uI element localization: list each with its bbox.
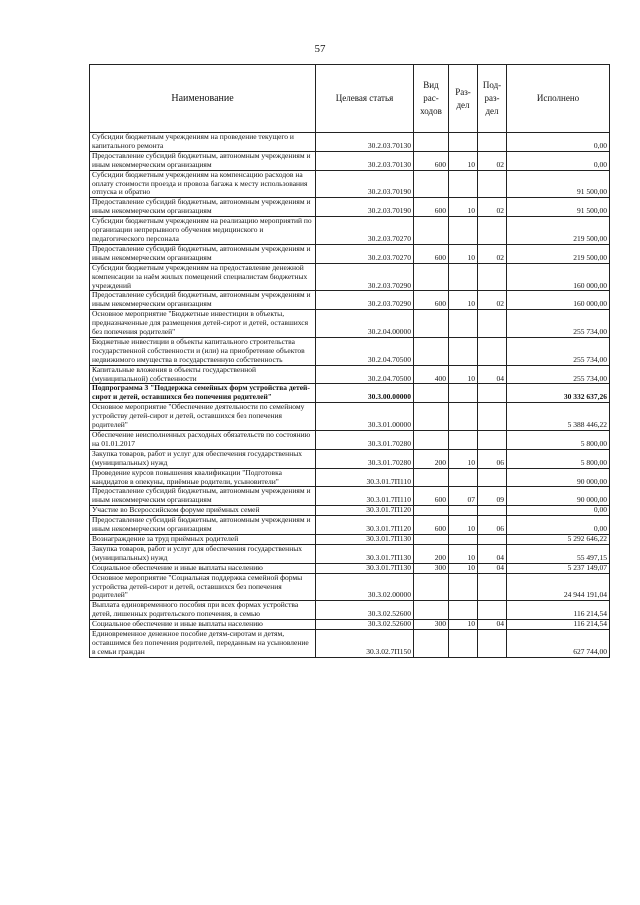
- row-amount: 627 744,00: [507, 630, 610, 658]
- row-target-code: 30.3.01.70280: [316, 449, 414, 468]
- budget-table: [89, 64, 610, 658]
- row-podrazdel: 04: [478, 563, 507, 573]
- table-row: [90, 534, 610, 544]
- row-name: Проведение курсов повышения квалификации "Подготовка кандидатов в опекуны, приёмные родители, усыновители": [90, 468, 316, 487]
- table-row: [90, 563, 610, 573]
- row-amount: 219 500,00: [507, 244, 610, 263]
- row-razdel: 10: [449, 449, 478, 468]
- row-target-code: 30.3.01.70280: [316, 431, 414, 450]
- row-razdel: 10: [449, 620, 478, 630]
- row-vid: 600: [414, 198, 449, 217]
- row-name: Субсидии бюджетным учреждениям на компенсацию расходов на оплату стоимости проезда и провоза багажа к месту использования отпуска и обратно: [90, 170, 316, 198]
- row-name: Капитальные вложения в объекты государственной (муниципальной) собственности: [90, 365, 316, 384]
- page-number: 57: [314, 43, 326, 55]
- row-name: Закупка товаров, работ и услуг для обеспечения государственных (муниципальных) нужд: [90, 544, 316, 563]
- row-vid: [414, 170, 449, 198]
- table-row: [90, 544, 610, 563]
- row-podrazdel: 02: [478, 291, 507, 310]
- row-vid: 400: [414, 365, 449, 384]
- row-target-code: 30.3.01.7П120: [316, 516, 414, 535]
- row-razdel: 10: [449, 291, 478, 310]
- row-name: Бюджетные инвестиции в объекты капитального строительства государственной собственности и (или) на приобретение объектов недвижимого имущества в государственную собственность: [90, 337, 316, 365]
- row-name: Предоставление субсидий бюджетным, автономным учреждениям и иным некоммерческим организациям: [90, 198, 316, 217]
- table-row: [90, 620, 610, 630]
- table-row: [90, 431, 610, 450]
- row-podrazdel: 06: [478, 516, 507, 535]
- row-amount: 5 388 446,22: [507, 403, 610, 431]
- row-target-code: 30.2.03.70290: [316, 263, 414, 291]
- table-row: [90, 151, 610, 170]
- row-razdel: [449, 431, 478, 450]
- table-row: [90, 468, 610, 487]
- row-target-code: 30.2.03.70270: [316, 244, 414, 263]
- row-amount: 5 237 149,07: [507, 563, 610, 573]
- row-razdel: [449, 337, 478, 365]
- row-podrazdel: 04: [478, 544, 507, 563]
- row-amount: 0,00: [507, 133, 610, 152]
- row-razdel: 10: [449, 244, 478, 263]
- row-podrazdel: [478, 573, 507, 601]
- row-target-code: 30.2.03.70190: [316, 170, 414, 198]
- row-podrazdel: [478, 263, 507, 291]
- row-name: Основное мероприятие "Бюджетные инвестиции в объекты, предназначенные для размещения детей-сирот и детей, оставшихся без попечения родителей": [90, 310, 316, 338]
- row-podrazdel: [478, 337, 507, 365]
- row-target-code: 30.2.03.70290: [316, 291, 414, 310]
- row-target-code: 30.3.02.52600: [316, 620, 414, 630]
- table-row: [90, 217, 610, 245]
- row-amount: 5 800,00: [507, 449, 610, 468]
- row-podrazdel: [478, 403, 507, 431]
- row-podrazdel: 02: [478, 198, 507, 217]
- row-vid: 300: [414, 620, 449, 630]
- table-row: [90, 630, 610, 658]
- row-vid: [414, 431, 449, 450]
- row-amount: 90 000,00: [507, 468, 610, 487]
- row-vid: [414, 403, 449, 431]
- column-header-name: Наименование: [90, 65, 316, 133]
- row-podrazdel: 02: [478, 151, 507, 170]
- row-vid: 200: [414, 449, 449, 468]
- row-name: Субсидии бюджетным учреждениям на реализацию мероприятий по организации непрерывного обучения медицинского и педагогического персонала: [90, 217, 316, 245]
- row-vid: [414, 506, 449, 516]
- column-header-vid: Вид рас-ходов: [414, 65, 449, 133]
- row-razdel: 10: [449, 151, 478, 170]
- row-razdel: [449, 310, 478, 338]
- row-podrazdel: 04: [478, 365, 507, 384]
- row-target-code: 30.2.03.70130: [316, 151, 414, 170]
- row-podrazdel: [478, 431, 507, 450]
- row-vid: 600: [414, 291, 449, 310]
- row-target-code: 30.2.03.70190: [316, 198, 414, 217]
- row-podrazdel: 09: [478, 487, 507, 506]
- row-amount: 160 000,00: [507, 291, 610, 310]
- row-target-code: 30.3.02.52600: [316, 601, 414, 620]
- row-amount: 116 214,54: [507, 620, 610, 630]
- column-header-target: Целевая статья: [316, 65, 414, 133]
- row-vid: [414, 384, 449, 403]
- row-target-code: 30.2.04.00000: [316, 310, 414, 338]
- row-razdel: [449, 170, 478, 198]
- row-target-code: 30.2.04.70500: [316, 365, 414, 384]
- row-target-code: 30.3.01.7П110: [316, 468, 414, 487]
- table-row: [90, 133, 610, 152]
- row-name: Субсидии бюджетным учреждениям на проведение текущего и капитального ремонта: [90, 133, 316, 152]
- row-razdel: 10: [449, 198, 478, 217]
- row-amount: 5 800,00: [507, 431, 610, 450]
- table-row: [90, 384, 610, 403]
- column-header-podrazdel: Под-раз-дел: [478, 65, 507, 133]
- row-name: Участие во Всероссийском форуме приёмных семей: [90, 506, 316, 516]
- row-amount: 5 292 646,22: [507, 534, 610, 544]
- row-target-code: 30.3.01.00000: [316, 403, 414, 431]
- row-razdel: [449, 468, 478, 487]
- row-razdel: [449, 506, 478, 516]
- table-row: [90, 263, 610, 291]
- row-podrazdel: [478, 630, 507, 658]
- row-name: Предоставление субсидий бюджетным, автономным учреждениям и иным некоммерческим организациям: [90, 516, 316, 535]
- row-amount: 24 944 191,04: [507, 573, 610, 601]
- row-vid: 600: [414, 151, 449, 170]
- row-vid: 600: [414, 244, 449, 263]
- table-row: [90, 291, 610, 310]
- row-vid: [414, 573, 449, 601]
- row-name: Социальное обеспечение и иные выплаты населению: [90, 620, 316, 630]
- table-row: [90, 170, 610, 198]
- row-target-code: 30.2.04.70500: [316, 337, 414, 365]
- row-razdel: [449, 534, 478, 544]
- table-row: [90, 337, 610, 365]
- row-podrazdel: [478, 133, 507, 152]
- row-amount: 219 500,00: [507, 217, 610, 245]
- row-amount: 91 500,00: [507, 198, 610, 217]
- table-row: [90, 516, 610, 535]
- column-header-executed: Исполнено: [507, 65, 610, 133]
- row-amount: 255 734,00: [507, 365, 610, 384]
- row-amount: 91 500,00: [507, 170, 610, 198]
- row-target-code: 30.3.02.7П150: [316, 630, 414, 658]
- row-target-code: 30.2.03.70130: [316, 133, 414, 152]
- table-row: [90, 365, 610, 384]
- row-vid: [414, 534, 449, 544]
- row-name: Субсидии бюджетным учреждениям на предоставление денежной компенсации за наём жилых помещений специалистам бюджетных учреждений: [90, 263, 316, 291]
- table-row: [90, 403, 610, 431]
- row-podrazdel: [478, 506, 507, 516]
- row-razdel: [449, 384, 478, 403]
- row-razdel: [449, 263, 478, 291]
- row-target-code: 30.2.03.70270: [316, 217, 414, 245]
- row-name: Обеспечение неисполненных расходных обязательств по состоянию на 01.01.2017: [90, 431, 316, 450]
- row-razdel: [449, 403, 478, 431]
- row-podrazdel: [478, 534, 507, 544]
- row-razdel: 10: [449, 516, 478, 535]
- row-amount: 160 000,00: [507, 263, 610, 291]
- row-podrazdel: 06: [478, 449, 507, 468]
- row-podrazdel: [478, 384, 507, 403]
- row-razdel: [449, 133, 478, 152]
- row-vid: [414, 310, 449, 338]
- row-podrazdel: [478, 217, 507, 245]
- row-vid: [414, 337, 449, 365]
- row-amount: 255 734,00: [507, 337, 610, 365]
- row-vid: [414, 217, 449, 245]
- row-vid: [414, 630, 449, 658]
- row-target-code: 30.3.01.7П120: [316, 506, 414, 516]
- table-row: [90, 573, 610, 601]
- row-name: Основное мероприятие "Социальная поддержка семейной формы устройства детей-сирот и детей, оставшихся без попечения родителей": [90, 573, 316, 601]
- row-razdel: 10: [449, 544, 478, 563]
- row-razdel: [449, 630, 478, 658]
- row-podrazdel: [478, 170, 507, 198]
- row-name: Единовременное денежное пособие детям-сиротам и детям, оставшимся без попечения родителей, переданным на усыновление в семьи граждан: [90, 630, 316, 658]
- column-header-razdel: Раз-дел: [449, 65, 478, 133]
- row-vid: 200: [414, 544, 449, 563]
- row-vid: [414, 601, 449, 620]
- row-razdel: 10: [449, 365, 478, 384]
- row-vid: 600: [414, 487, 449, 506]
- row-name: Подпрограмма 3 "Поддержка семейных форм устройства детей-сирот и детей, оставшихся без попечения родителей": [90, 384, 316, 403]
- row-razdel: 07: [449, 487, 478, 506]
- row-razdel: [449, 573, 478, 601]
- row-target-code: 30.3.01.7П130: [316, 534, 414, 544]
- row-target-code: 30.3.01.7П130: [316, 544, 414, 563]
- row-target-code: 30.3.01.7П110: [316, 487, 414, 506]
- row-razdel: 10: [449, 563, 478, 573]
- row-name: Предоставление субсидий бюджетным, автономным учреждениям и иным некоммерческим организациям: [90, 487, 316, 506]
- row-razdel: [449, 601, 478, 620]
- row-amount: 0,00: [507, 506, 610, 516]
- row-vid: [414, 468, 449, 487]
- row-name: Вознаграждение за труд приёмных родителей: [90, 534, 316, 544]
- table-row: [90, 198, 610, 217]
- row-amount: 255 734,00: [507, 310, 610, 338]
- row-amount: 30 332 637,26: [507, 384, 610, 403]
- table-row: [90, 506, 610, 516]
- row-amount: 90 000,00: [507, 487, 610, 506]
- row-vid: 600: [414, 516, 449, 535]
- table-row: [90, 310, 610, 338]
- row-name: Основное мероприятие "Обеспечение деятельности по семейному устройству детей-сирот и детей, оставшихся без попечения родителей": [90, 403, 316, 431]
- row-target-code: 30.3.02.00000: [316, 573, 414, 601]
- table-row: [90, 601, 610, 620]
- row-amount: 0,00: [507, 516, 610, 535]
- table-row: [90, 487, 610, 506]
- row-amount: 55 497,15: [507, 544, 610, 563]
- row-target-code: 30.3.00.00000: [316, 384, 414, 403]
- row-name: Предоставление субсидий бюджетным, автономным учреждениям и иным некоммерческим организациям: [90, 244, 316, 263]
- row-podrazdel: 04: [478, 620, 507, 630]
- row-podrazdel: [478, 468, 507, 487]
- row-name: Выплата единовременного пособия при всех формах устройства детей, лишенных родительского попечения, в семью: [90, 601, 316, 620]
- row-amount: 116 214,54: [507, 601, 610, 620]
- row-name: Закупка товаров, работ и услуг для обеспечения государственных (муниципальных) нужд: [90, 449, 316, 468]
- row-amount: 0,00: [507, 151, 610, 170]
- row-target-code: 30.3.01.7П130: [316, 563, 414, 573]
- row-vid: 300: [414, 563, 449, 573]
- row-razdel: [449, 217, 478, 245]
- table-row: [90, 244, 610, 263]
- row-name: Социальное обеспечение и иные выплаты населению: [90, 563, 316, 573]
- table-body: [90, 133, 610, 658]
- row-vid: [414, 133, 449, 152]
- table-header-row: [90, 65, 610, 133]
- row-podrazdel: [478, 601, 507, 620]
- row-podrazdel: 02: [478, 244, 507, 263]
- row-name: Предоставление субсидий бюджетным, автономным учреждениям и иным некоммерческим организациям: [90, 151, 316, 170]
- row-podrazdel: [478, 310, 507, 338]
- row-vid: [414, 263, 449, 291]
- row-name: Предоставление субсидий бюджетным, автономным учреждениям и иным некоммерческим организациям: [90, 291, 316, 310]
- table-row: [90, 449, 610, 468]
